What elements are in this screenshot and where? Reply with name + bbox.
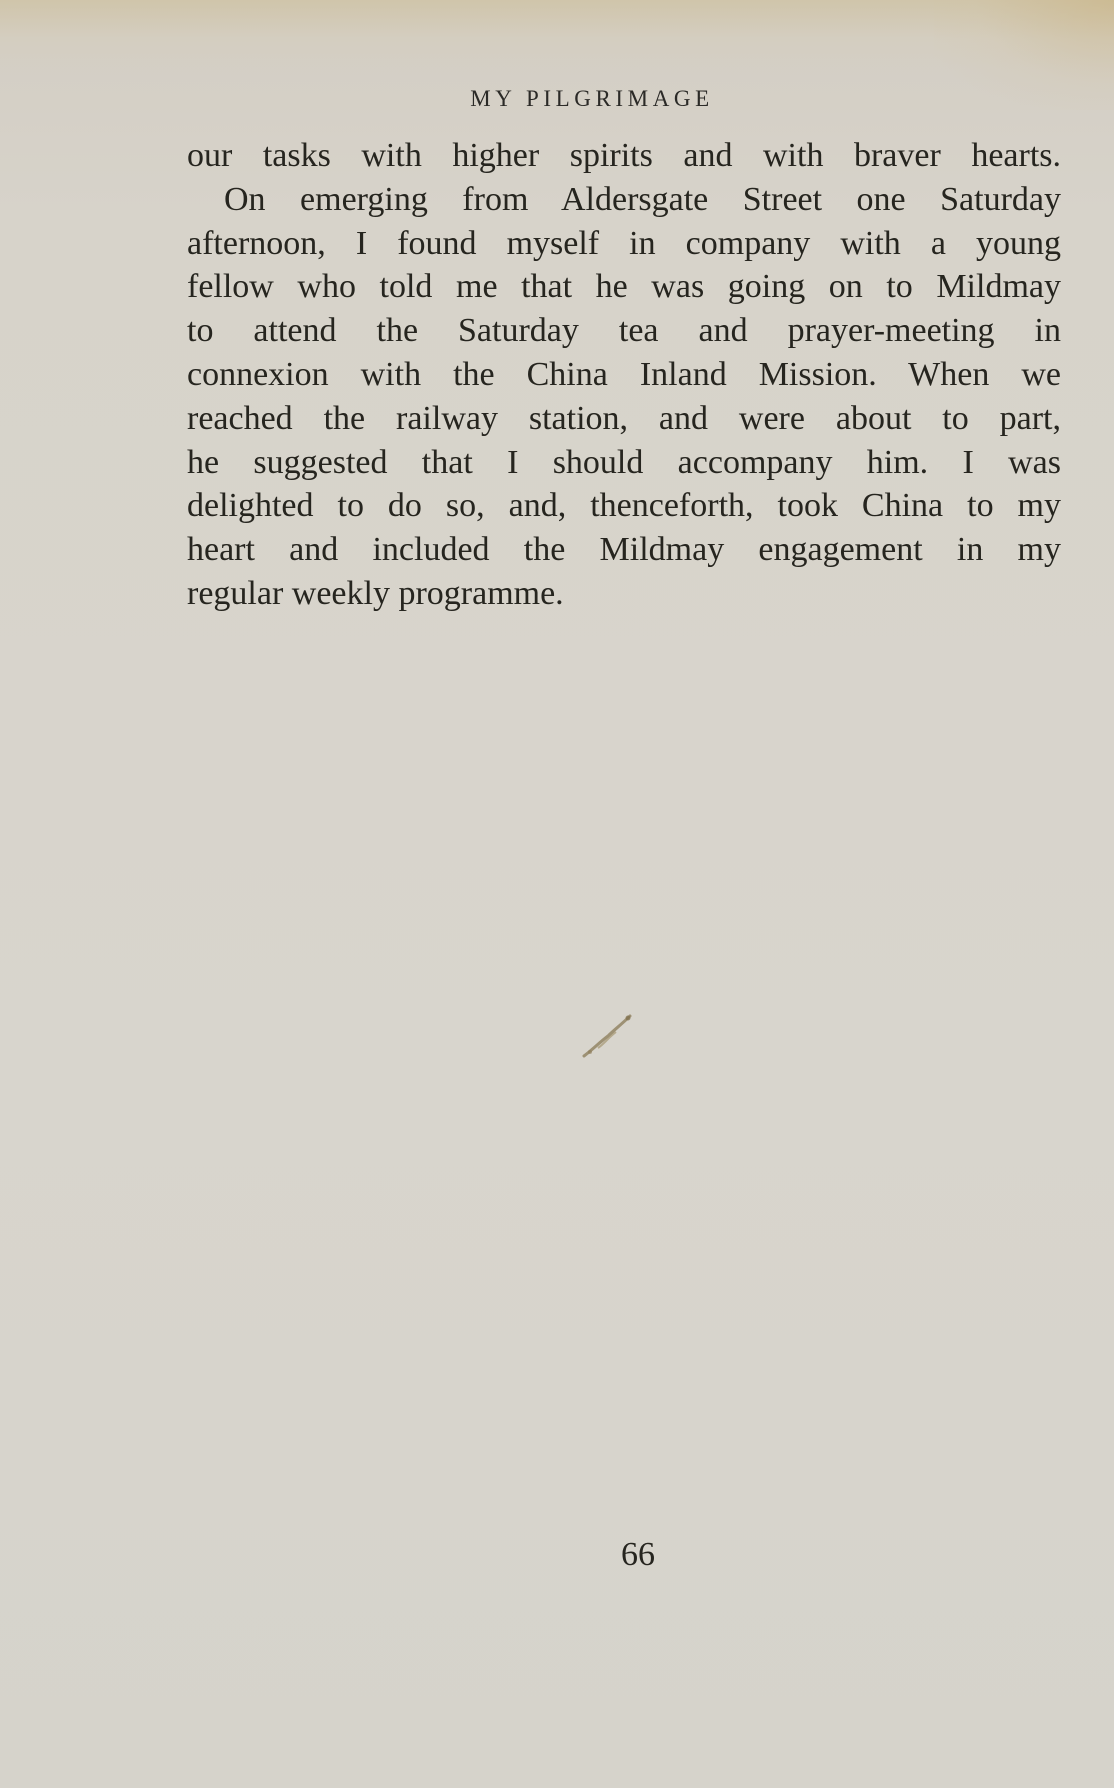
body-line: fellow who told me that he was going on to Mildmay <box>187 268 1061 306</box>
body-line: delighted to do so, and, thenceforth, took China to my <box>187 487 1061 525</box>
body-line: to attend the Saturday tea and prayer-meeting in <box>187 312 1061 350</box>
body-line: connexion with the China Inland Mission. When we <box>187 355 1061 393</box>
body-line: heart and included the Mildmay engagement in my <box>187 531 1061 569</box>
body-line: our tasks with higher spirits and with braver hearts. <box>187 137 1061 174</box>
body-line: afternoon, I found myself in company with a young <box>187 224 1061 262</box>
body-line: reached the railway station, and were about to part, <box>187 399 1061 437</box>
page-number: 66 <box>621 1536 655 1573</box>
running-head: MY PILGRIMAGE <box>470 86 714 111</box>
body-line: regular weekly programme. <box>187 574 564 612</box>
body-line: On emerging from Aldersgate Street one Saturday <box>224 180 1061 218</box>
body-line: he suggested that I should accompany him. I was <box>187 443 1061 481</box>
body-text <box>187 134 1061 616</box>
paper-stain <box>578 1012 638 1062</box>
